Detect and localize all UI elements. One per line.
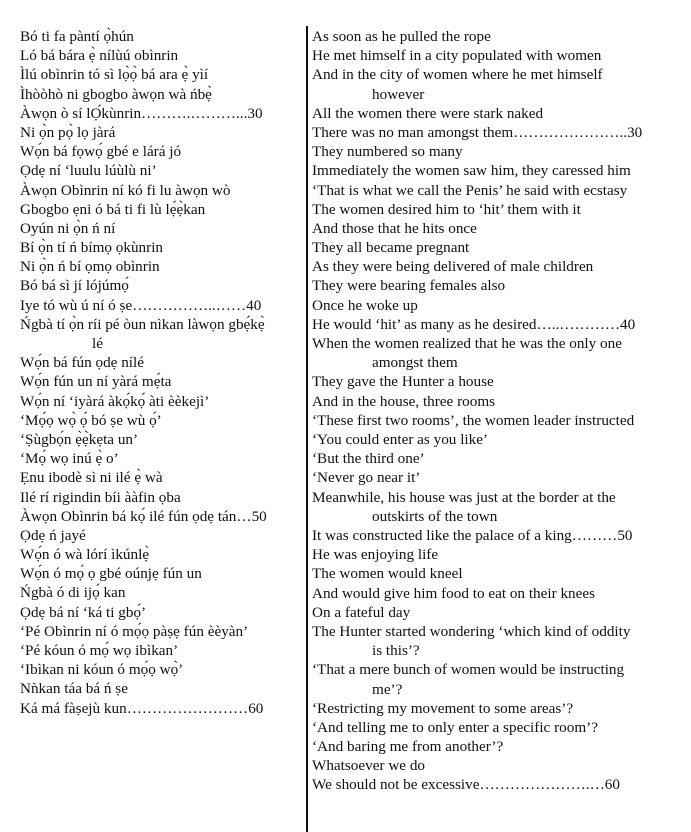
english-line (312, 181, 682, 200)
yoruba-line-text: Wọ́n fún un ní yàrá mẹ́ta (20, 373, 172, 391)
english-line (312, 603, 682, 622)
english-line-text: On a fateful day (312, 603, 411, 621)
english-line (312, 718, 682, 737)
english-line-text: The Hunter started wondering ‘which kind of oddity (312, 622, 631, 640)
yoruba-line (20, 507, 302, 526)
english-line-text: And would give him food to eat on their knees (312, 584, 596, 602)
yoruba-line (20, 238, 302, 257)
english-line-text: As soon as he pulled the rope (312, 28, 491, 45)
english-line-text: He was enjoying life (312, 546, 439, 564)
yoruba-line-text: ‘Ibìkan ni kóun ó mọ́ọ wọ̀’ (20, 661, 184, 679)
yoruba-line-text: Nǹkan táa bá ń ṣe (20, 680, 128, 698)
yoruba-line (20, 699, 302, 718)
english-line (312, 756, 682, 775)
english-line-text: Whatsoever we do (312, 757, 426, 775)
english-line-text: And those that he hits once (312, 219, 477, 237)
english-line (312, 219, 682, 238)
yoruba-line (20, 622, 302, 641)
english-line-text: He met himself in a city populated with women (312, 47, 602, 65)
yoruba-line (20, 660, 302, 679)
yoruba-line-text: Iye tó wù ú ní ó ṣe……………..……40 (20, 296, 262, 314)
yoruba-line (20, 200, 302, 219)
yoruba-column (20, 27, 302, 718)
yoruba-line-continuation: lé (92, 335, 103, 353)
yoruba-line (20, 545, 302, 564)
yoruba-line (20, 46, 302, 65)
english-line-text: They numbered so many (312, 143, 463, 161)
english-line (312, 775, 682, 794)
english-line (312, 65, 682, 103)
yoruba-line (20, 468, 302, 487)
yoruba-line (20, 142, 302, 161)
english-line-text: He would ‘hit’ as many as he desired…..…………40 (312, 315, 636, 333)
yoruba-line (20, 353, 302, 372)
yoruba-line-text: Wọ́n bá fún ọdẹ nílé (20, 354, 144, 372)
yoruba-line-text: Wọ́n ó mọ́ ọ gbé oúnjẹ fún un (20, 565, 202, 583)
english-line-text: ‘That a mere bunch of women would be instructing (312, 661, 625, 679)
english-line-text: ‘Never go near it’ (312, 469, 421, 487)
english-line (312, 488, 682, 526)
yoruba-line-text: Ni ọ̀n ń bí ọmọ obìnrin (20, 258, 160, 276)
yoruba-line (20, 372, 302, 391)
yoruba-line-text: Ìlú obìnrin tó sì lọ̀ọ̀ bá ara ẹ̀ yìí (20, 66, 209, 84)
yoruba-line (20, 219, 302, 238)
yoruba-line-text: Ńgbà tí ọ̀n ríi pé òun nìkan làwọn gbẹ́kẹ̀ (20, 315, 265, 333)
english-line (312, 660, 682, 698)
yoruba-line (20, 641, 302, 660)
english-line-text: ‘And telling me to only enter a specific room’? (312, 718, 598, 736)
english-line-text: All the women there were stark naked (312, 104, 544, 122)
yoruba-line-text: Àwọn ò sí lỌ́kùnrin……….………...30 (20, 104, 263, 122)
yoruba-line (20, 296, 302, 315)
column-divider (306, 26, 308, 832)
english-line (312, 257, 682, 276)
english-line (312, 449, 682, 468)
english-line-text: Immediately the women saw him, they caressed him (312, 162, 631, 180)
yoruba-line-text: Ni ọ̀n pọ̀ lọ jàrá (20, 123, 116, 141)
yoruba-line-text: Gbogbo ẹni ó bá ti fi lù lẹ́ẹ̀kan (20, 200, 206, 218)
yoruba-line (20, 181, 302, 200)
yoruba-line (20, 104, 302, 123)
english-line-text: They were bearing females also (312, 277, 506, 295)
english-line-text: They gave the Hunter a house (312, 373, 494, 391)
english-line-text: ‘You could enter as you like’ (312, 431, 489, 448)
yoruba-line-text: Wọ́n ní ‘iyàrá àkọ́kọ́ àti èèkejì’ (20, 392, 210, 410)
yoruba-line-text: Wọ́n ó wà lórí ìkúnlẹ̀ (20, 546, 150, 564)
english-line-text: We should not be excessive………………….…60 (312, 776, 620, 794)
english-line (312, 468, 682, 487)
english-line (312, 622, 682, 660)
english-line (312, 334, 682, 372)
english-column (312, 27, 682, 795)
yoruba-line-text: ‘Pé kóun ó mọ́ wọ ibìkan’ (20, 642, 179, 660)
yoruba-line (20, 257, 302, 276)
yoruba-line (20, 449, 302, 468)
english-line-continuation: amongst them (372, 354, 458, 372)
yoruba-line-text: Ọdẹ ní ‘luulu lúùlù ni’ (20, 162, 157, 180)
english-line-text: They all became pregnant (312, 239, 470, 257)
yoruba-line-text: Ká má fàṣejù kun……………………60 (20, 699, 264, 717)
english-line-text: And in the city of women where he met himself (312, 66, 603, 84)
yoruba-line-text: Ẹnu ibodè sì ni ilé ẹ̀ wà (20, 469, 163, 487)
yoruba-line (20, 276, 302, 295)
english-line (312, 315, 682, 334)
english-line (312, 584, 682, 603)
english-line (312, 200, 682, 219)
yoruba-line-text: Ilé rí rigindin bíi ààfin ọba (20, 488, 181, 506)
english-line (312, 564, 682, 583)
yoruba-line-text: Ìhòòhò ni gbogbo àwọn wà ńbẹ̀ (20, 85, 212, 103)
english-line-text: ‘But the third one’ (312, 450, 425, 468)
yoruba-line (20, 85, 302, 104)
english-line-continuation: however (372, 85, 425, 103)
english-line (312, 161, 682, 180)
english-line (312, 737, 682, 756)
english-line (312, 526, 682, 545)
yoruba-line (20, 679, 302, 698)
yoruba-line-text: Bó ti fa pàntí ọ̀hún (20, 28, 134, 45)
english-line-text: It was constructed like the palace of a king………50 (312, 526, 633, 544)
yoruba-line (20, 392, 302, 411)
english-line (312, 104, 682, 123)
english-line-text: The women would kneel (312, 565, 463, 583)
english-line-continuation: outskirts of the town (372, 507, 498, 525)
english-line-text: As they were being delivered of male children (312, 258, 594, 276)
english-line (312, 123, 682, 142)
english-line (312, 411, 682, 430)
english-line (312, 27, 682, 46)
english-line-continuation: me’? (372, 680, 403, 698)
english-line (312, 430, 682, 449)
yoruba-line-text: ‘Mọ́ọ wọ̀ ọ́ bó ṣe wù ọ́’ (20, 411, 162, 429)
english-line (312, 545, 682, 564)
yoruba-line-text: Wọ́n bá fọwọ́ gbé e lárá jó (20, 143, 182, 161)
english-line-text: ‘These first two rooms’, the women leader instructed (312, 411, 635, 429)
english-line-text: ‘That is what we call the Penis’ he said with ecstasy (312, 181, 628, 199)
yoruba-line-text: ‘Ṣùgbọ́n ẹ̀ẹ̀kẹta un’ (20, 430, 139, 448)
english-line-text: When the women realized that he was the only one (312, 335, 622, 353)
english-line (312, 372, 682, 391)
english-line (312, 392, 682, 411)
yoruba-line-text: ‘Mọ́ wọ inú ẹ̀ o’ (20, 450, 119, 468)
yoruba-line (20, 411, 302, 430)
yoruba-line (20, 488, 302, 507)
english-line (312, 296, 682, 315)
yoruba-line (20, 564, 302, 583)
english-line-text: Meanwhile, his house was just at the border at the (312, 488, 616, 506)
yoruba-line (20, 161, 302, 180)
yoruba-line-text: Bó bá sì jí lójúmọ́ (20, 277, 129, 295)
yoruba-line-text: Àwọn Obìnrin bá kọ́ ilé fún ọdẹ tán…50 (20, 507, 267, 525)
yoruba-line-text: Ló bá bára ẹ̀ nílùú obìnrin (20, 47, 179, 65)
yoruba-line (20, 65, 302, 84)
english-line (312, 699, 682, 718)
yoruba-line-text: Àwọn Obìnrin ní kó fi lu àwọn wò (20, 181, 231, 199)
yoruba-line (20, 123, 302, 142)
yoruba-line-text: Oyún ni ọ̀n ń ní (20, 219, 116, 237)
english-line-text: ‘Restricting my movement to some areas’? (312, 699, 574, 717)
yoruba-line (20, 430, 302, 449)
english-line-text: Once he woke up (312, 296, 418, 314)
yoruba-line-text: Ńgbà ó di ijọ́ kan (20, 584, 126, 602)
yoruba-line (20, 603, 302, 622)
yoruba-line (20, 526, 302, 545)
english-line-text: And in the house, three rooms (312, 392, 496, 410)
english-line (312, 46, 682, 65)
yoruba-line-text: Ọdẹ bá ní ‘ká ti gbọ́’ (20, 603, 147, 621)
english-line (312, 142, 682, 161)
yoruba-line (20, 315, 302, 353)
yoruba-line-text: Bí ọ̀n tí ń bímọ ọkùnrin (20, 239, 164, 257)
english-line-text: ‘And baring me from another’? (312, 738, 504, 756)
yoruba-line-text: Ọdẹ ń jayé (20, 526, 86, 544)
yoruba-line-text: ‘Pé Obìnrin ní ó mọ́ọ pàṣẹ fún èèyàn’ (20, 622, 249, 640)
english-line (312, 238, 682, 257)
english-line-text: The women desired him to ‘hit’ them with it (312, 200, 581, 218)
english-line-continuation: is this’? (372, 642, 420, 660)
yoruba-line (20, 27, 302, 46)
yoruba-line (20, 583, 302, 602)
english-line-text: There was no man amongst them…………………..30 (312, 123, 643, 141)
english-line (312, 276, 682, 295)
